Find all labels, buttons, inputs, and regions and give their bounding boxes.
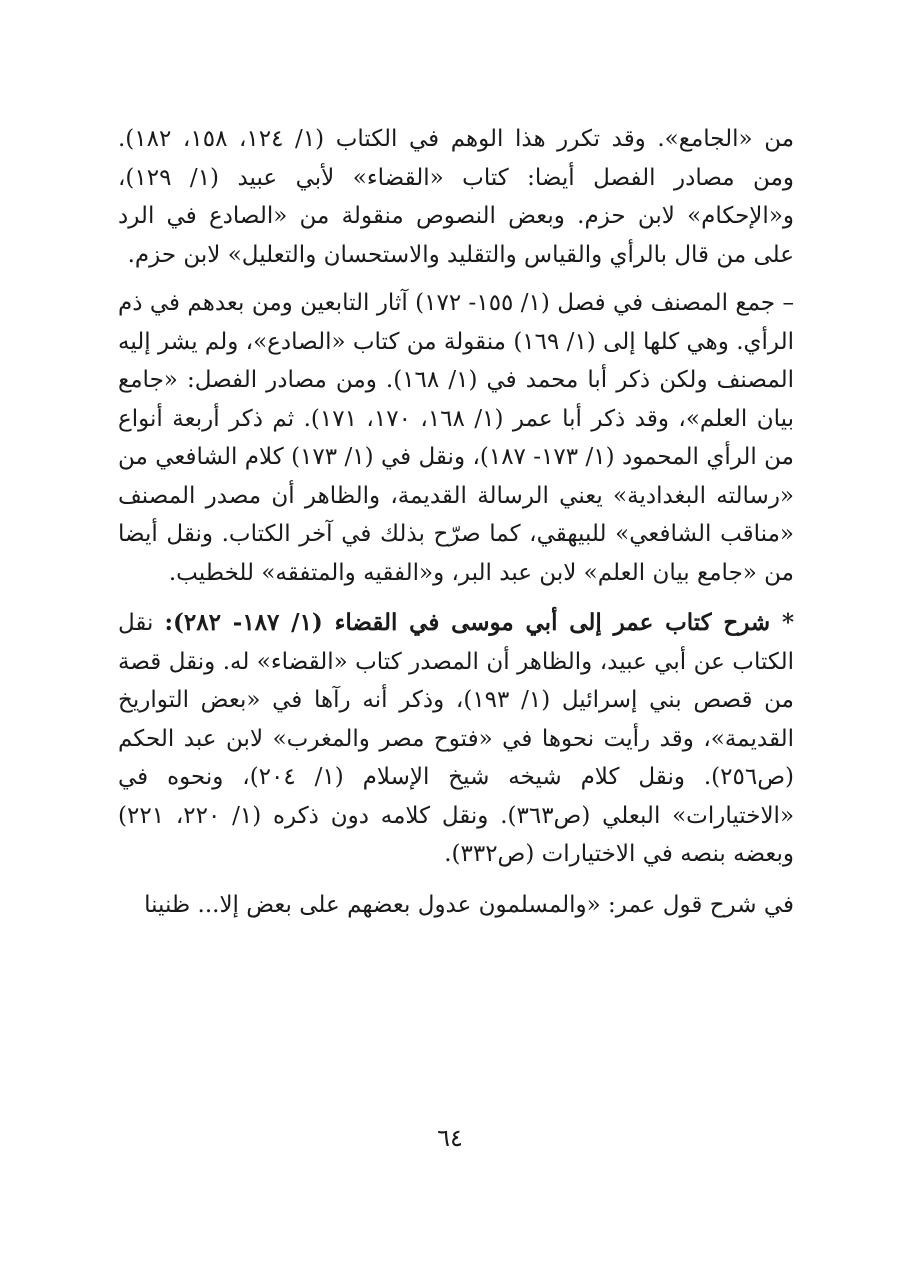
paragraph-1-text: من «الجامع». وقد تكرر هذا الوهم في الكتاب (١/ ١٢٤، ١٥٨، ١٨٢). ومن مصادر الفصل أيضا: كتاب «القضاء» لأبي عبيد (١/ ١٢٩)، و«الإحكام» لابن حزم. وبعض النصوص منقولة من «الصادع في الرد على من قال بالرأي والقياس والتقليد والاستحسان والتعليل» لابن حزم. [118,126,795,268]
paragraph-3 [118,604,794,874]
body-text [118,120,794,924]
paragraph-4-text: في شرح قول عمر: «والمسلمون عدول بعضهم على بعض إلا... ظنينا [144,891,794,918]
paragraph-2 [118,284,794,592]
paragraph-1 [118,120,794,274]
page-number: ٦٤ [437,1124,463,1152]
section-heading: * شرح كتاب عمر إلى أبي موسى في القضاء (١/ ١٨٧- ٢٨٢): [164,609,795,636]
paragraph-3-text: نقل الكتاب عن أبي عبيد، والظاهر أن المصدر كتاب «القضاء» له. ونقل قصة من قصص بني إسرائيل (١/ ١٩٣)، وذكر أنه رآها في «بعض التواريخ القديمة»، وقد رأيت نحوها في «فتوح مصر والمغرب» لابن عبد الحكم (ص٢٥٦). ونقل كلام شيخه شيخ الإسلام (١/ ٢٠٤)، ونحوه في «الاختيارات» البعلي (ص٣٦٣). ونقل كلامه دون ذكره (١/ ٢٢٠، ٢٢١) وبعضه بنصه في الاختيارات (ص٣٣٢). [118,610,795,867]
paragraph-2-text: – جمع المصنف في فصل (١/ ١٥٥- ١٧٢) آثار التابعين ومن بعدهم في ذم الرأي. وهي كلها إلى (١/ ١٦٩) منقولة من كتاب «الصادع»، ولم يشر إليه المصنف ولكن ذكر أبا محمد في (١/ ١٦٨). ومن مصادر الفصل: «جامع بيان العلم»، وقد ذكر أبا عمر (١/ ١٦٨، ١٧٠، ١٧١). ثم ذكر أربعة أنواع من الرأي المحمود (١/ ١٧٣- ١٨٧)، ونقل في (١/ ١٧٣) كلام الشافعي من «رسالته البغدادية» يعني الرسالة القديمة، والظاهر أن مصدر المصنف «مناقب الشافعي» للبيهقي، كما صرّح بذلك في آخر الكتاب. ونقل أيضا من «جامع بيان العلم» لابن عبد البر، و«الفقيه والمتفقه» للخطيب. [118,290,795,586]
paragraph-4 [118,886,794,925]
